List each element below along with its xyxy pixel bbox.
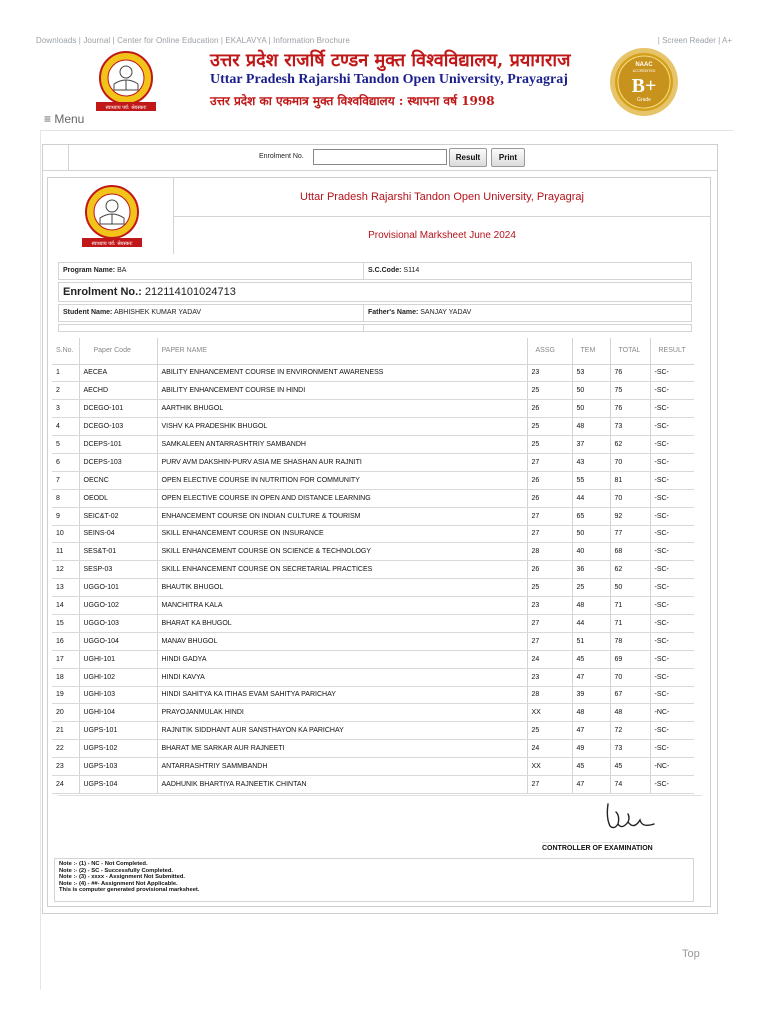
cell-paper-code: UGPS-103 bbox=[79, 758, 157, 776]
cell-tem: 37 bbox=[572, 436, 610, 454]
cell-paper-name: SKILL ENHANCEMENT COURSE ON INSURANCE bbox=[157, 525, 527, 543]
cell-result: -SC- bbox=[650, 543, 694, 561]
sc-code-label: S.C.Code: bbox=[368, 267, 402, 274]
cell-assg: 27 bbox=[527, 507, 572, 525]
cell-total: 68 bbox=[610, 543, 650, 561]
cell-total: 67 bbox=[610, 686, 650, 704]
cell-tem: 47 bbox=[572, 775, 610, 793]
table-row bbox=[52, 632, 694, 650]
cell-paper-name: HINDI GADYA bbox=[157, 650, 527, 668]
cell-tem: 49 bbox=[572, 740, 610, 758]
blank-info-row bbox=[58, 324, 692, 332]
marksheet-header bbox=[48, 178, 710, 254]
table-row bbox=[52, 686, 694, 704]
cell-assg: 26 bbox=[527, 561, 572, 579]
cell-sno: 7 bbox=[52, 471, 79, 489]
cell-sno: 14 bbox=[52, 597, 79, 615]
accessibility-links: | Screen Reader | A+ bbox=[657, 36, 732, 45]
cell-result: -SC- bbox=[650, 525, 694, 543]
table-row bbox=[52, 418, 694, 436]
cell-assg: 27 bbox=[527, 775, 572, 793]
table-row bbox=[52, 579, 694, 597]
cell-paper-name: PURV AVM DAKSHIN-PURV ASIA ME SHASHAN AUR RAJNITI bbox=[157, 453, 527, 471]
cell-result: -SC- bbox=[650, 471, 694, 489]
table-row bbox=[52, 650, 694, 668]
cell-paper-code: SESP-03 bbox=[79, 561, 157, 579]
cell-paper-code: AECEA bbox=[79, 364, 157, 382]
cell-total: 75 bbox=[610, 382, 650, 400]
cell-total: 45 bbox=[610, 758, 650, 776]
cell-tem: 48 bbox=[572, 704, 610, 722]
cell-tem: 50 bbox=[572, 400, 610, 418]
col-paper-code: Paper Code bbox=[79, 338, 157, 364]
marksheet-notes bbox=[54, 858, 694, 902]
table-row bbox=[52, 758, 694, 776]
sc-code-value: S114 bbox=[403, 267, 420, 274]
cell-sno: 22 bbox=[52, 740, 79, 758]
marks-table-header bbox=[52, 338, 694, 364]
cell-tem: 43 bbox=[572, 453, 610, 471]
link-font-increase[interactable]: A+ bbox=[721, 36, 732, 45]
cell-paper-name: MANAV BHUGOL bbox=[157, 632, 527, 650]
table-row bbox=[52, 740, 694, 758]
cell-paper-name: SKILL ENHANCEMENT COURSE ON SECRETARIAL PRACTICES bbox=[157, 561, 527, 579]
cell-total: 73 bbox=[610, 740, 650, 758]
cell-sno: 23 bbox=[52, 758, 79, 776]
link-journal[interactable]: Journal bbox=[83, 36, 111, 45]
col-result: RESULT bbox=[650, 338, 694, 364]
cell-tem: 48 bbox=[572, 597, 610, 615]
cell-sno: 2 bbox=[52, 382, 79, 400]
result-button[interactable]: Result bbox=[449, 148, 487, 167]
note-line: This is computer generated provisional marksheet. bbox=[59, 887, 200, 893]
cell-tem: 44 bbox=[572, 489, 610, 507]
signature-area bbox=[58, 795, 702, 855]
logo-motto: स्वाध्याय पर्व: श्रेयस्करः bbox=[105, 105, 147, 111]
cell-total: 76 bbox=[610, 400, 650, 418]
cell-total: 71 bbox=[610, 614, 650, 632]
marksheet-body bbox=[47, 177, 711, 907]
table-row bbox=[52, 597, 694, 615]
naac-badge-icon bbox=[608, 46, 680, 118]
site-header bbox=[92, 46, 684, 116]
cell-sno: 18 bbox=[52, 668, 79, 686]
cell-total: 70 bbox=[610, 453, 650, 471]
cell-paper-code: AECHD bbox=[79, 382, 157, 400]
table-row bbox=[52, 364, 694, 382]
cell-assg: 23 bbox=[527, 668, 572, 686]
marksheet-logo-cell bbox=[48, 178, 174, 254]
enrolment-number-label: Enrolment No.: bbox=[63, 286, 142, 298]
cell-assg: 25 bbox=[527, 382, 572, 400]
svg-text:स्वाध्याय पर्व: श्रेयस्करः: स्वाध्याय पर्व: श्रेयस्करः bbox=[91, 241, 133, 247]
cell-paper-code: UGGO-101 bbox=[79, 579, 157, 597]
cell-paper-name: SAMKALEEN ANTARRASHTRIY SAMBANDH bbox=[157, 436, 527, 454]
table-row bbox=[52, 400, 694, 418]
cell-tem: 51 bbox=[572, 632, 610, 650]
table-row bbox=[52, 775, 694, 793]
enrolment-label: Enrolment No. bbox=[259, 153, 304, 160]
menu-divider bbox=[40, 130, 733, 131]
cell-sno: 12 bbox=[52, 561, 79, 579]
enrolment-row bbox=[58, 282, 692, 302]
cell-result: -SC- bbox=[650, 614, 694, 632]
cell-paper-name: ABILITY ENHANCEMENT COURSE IN HINDI bbox=[157, 382, 527, 400]
cell-total: 74 bbox=[610, 775, 650, 793]
university-title-hindi: उत्तर प्रदेश राजर्षि टण्डन मुक्त विश्वविद्यालय, प्रयागराज bbox=[210, 50, 571, 71]
note-line: Note :- (1) - NC - Not Completed. bbox=[59, 861, 148, 867]
cell-sno: 9 bbox=[52, 507, 79, 525]
cell-result: -SC- bbox=[650, 632, 694, 650]
table-row bbox=[52, 489, 694, 507]
cell-paper-code: SEIC&T-02 bbox=[79, 507, 157, 525]
cell-result: -SC- bbox=[650, 561, 694, 579]
cell-total: 92 bbox=[610, 507, 650, 525]
cell-sno: 19 bbox=[52, 686, 79, 704]
table-row bbox=[52, 471, 694, 489]
cell-total: 48 bbox=[610, 704, 650, 722]
cell-sno: 17 bbox=[52, 650, 79, 668]
col-paper-name: PAPER NAME bbox=[157, 338, 527, 364]
cell-total: 70 bbox=[610, 489, 650, 507]
cell-assg: 25 bbox=[527, 579, 572, 597]
cell-paper-code: DCEPS-101 bbox=[79, 436, 157, 454]
table-row bbox=[52, 436, 694, 454]
cell-total: 72 bbox=[610, 722, 650, 740]
cell-paper-name: AARTHIK BHUGOL bbox=[157, 400, 527, 418]
cell-sno: 13 bbox=[52, 579, 79, 597]
cell-result: -NC- bbox=[650, 758, 694, 776]
cell-sno: 16 bbox=[52, 632, 79, 650]
cell-result: -SC- bbox=[650, 453, 694, 471]
cell-result: -SC- bbox=[650, 507, 694, 525]
note-line: Note :- (2) - SC - Successfully Completed. bbox=[59, 867, 174, 874]
cell-assg: 26 bbox=[527, 489, 572, 507]
cell-paper-name: ENHANCEMENT COURSE ON INDIAN CULTURE & TOURISM bbox=[157, 507, 527, 525]
link-information-brochure[interactable]: Information Brochure bbox=[273, 36, 350, 45]
cell-tem: 40 bbox=[572, 543, 610, 561]
table-row bbox=[52, 453, 694, 471]
cell-result: -SC- bbox=[650, 722, 694, 740]
menu-toggle-button[interactable]: ≡ Menu bbox=[44, 112, 85, 126]
table-row bbox=[52, 507, 694, 525]
col-assg: ASSG bbox=[527, 338, 572, 364]
cell-total: 78 bbox=[610, 632, 650, 650]
cell-tem: 47 bbox=[572, 722, 610, 740]
cell-total: 70 bbox=[610, 668, 650, 686]
enrolment-search-bar bbox=[43, 145, 717, 171]
marksheet-university-name: Uttar Pradesh Rajarshi Tandon Open University, Prayagraj bbox=[174, 178, 710, 217]
father-name-label: Father's Name: bbox=[368, 309, 419, 316]
cell-tem: 65 bbox=[572, 507, 610, 525]
cell-sno: 10 bbox=[52, 525, 79, 543]
cell-paper-code: UGGO-102 bbox=[79, 597, 157, 615]
marks-table bbox=[52, 338, 694, 794]
cell-total: 50 bbox=[610, 579, 650, 597]
cell-assg: XX bbox=[527, 704, 572, 722]
table-row bbox=[52, 668, 694, 686]
cell-assg: 27 bbox=[527, 525, 572, 543]
cell-tem: 44 bbox=[572, 614, 610, 632]
student-name-value: ABHISHEK KUMAR YADAV bbox=[113, 309, 202, 316]
cell-total: 71 bbox=[610, 597, 650, 615]
cell-paper-name: SKILL ENHANCEMENT COURSE ON SCIENCE & TECHNOLOGY bbox=[157, 543, 527, 561]
cell-paper-code: DCEGO-103 bbox=[79, 418, 157, 436]
cell-paper-name: ABILITY ENHANCEMENT COURSE IN ENVIRONMENT AWARENESS bbox=[157, 364, 527, 382]
cell-assg: 25 bbox=[527, 436, 572, 454]
cell-paper-code: UGHI-103 bbox=[79, 686, 157, 704]
cell-assg: 28 bbox=[527, 686, 572, 704]
col-total: TOTAL bbox=[610, 338, 650, 364]
cell-assg: 25 bbox=[527, 418, 572, 436]
svg-text:ACCREDITED: ACCREDITED bbox=[632, 69, 656, 73]
col-tem: TEM bbox=[572, 338, 610, 364]
cell-result: -SC- bbox=[650, 436, 694, 454]
cell-sno: 20 bbox=[52, 704, 79, 722]
content-left-border bbox=[40, 130, 41, 990]
cell-total: 73 bbox=[610, 418, 650, 436]
controller-of-examination: CONTROLLER OF EXAMINATION bbox=[542, 842, 653, 852]
cell-sno: 4 bbox=[52, 418, 79, 436]
cell-result: -SC- bbox=[650, 668, 694, 686]
note-line: Note :- (4) - ##- Assignment Not Applicable. bbox=[59, 880, 178, 887]
cell-assg: 24 bbox=[527, 740, 572, 758]
cell-assg: 23 bbox=[527, 597, 572, 615]
cell-paper-code: UGGO-103 bbox=[79, 614, 157, 632]
cell-tem: 45 bbox=[572, 650, 610, 668]
cell-result: -SC- bbox=[650, 740, 694, 758]
cell-paper-name: OPEN ELECTIVE COURSE IN NUTRITION FOR COMMUNITY bbox=[157, 471, 527, 489]
cell-paper-name: ANTARRASHTRIY SAMMBANDH bbox=[157, 758, 527, 776]
cell-tem: 53 bbox=[572, 364, 610, 382]
cell-paper-code: DCEPS-103 bbox=[79, 453, 157, 471]
enrolment-number-value: 212114101024713 bbox=[144, 286, 236, 298]
cell-tem: 45 bbox=[572, 758, 610, 776]
svg-text:NAAC: NAAC bbox=[635, 62, 653, 68]
top-utility-links: Downloads | Journal | Center for Online Education | EKALAVYA | Information Brochure bbox=[36, 36, 350, 45]
cell-paper-code: SEINS-04 bbox=[79, 525, 157, 543]
cell-paper-code: UGHI-101 bbox=[79, 650, 157, 668]
cell-paper-name: OPEN ELECTIVE COURSE IN OPEN AND DISTANCE LEARNING bbox=[157, 489, 527, 507]
father-name-value: SANJAY YADAV bbox=[420, 309, 472, 316]
table-row bbox=[52, 722, 694, 740]
cell-result: -SC- bbox=[650, 579, 694, 597]
cell-assg: 23 bbox=[527, 364, 572, 382]
cell-paper-name: HINDI SAHITYA KA ITIHAS EVAM SAHITYA PARICHAY bbox=[157, 686, 527, 704]
cell-tem: 36 bbox=[572, 561, 610, 579]
cell-sno: 5 bbox=[52, 436, 79, 454]
table-row bbox=[52, 543, 694, 561]
cell-assg: 26 bbox=[527, 400, 572, 418]
cell-sno: 24 bbox=[52, 775, 79, 793]
cell-paper-name: VISHV KA PRADESHIK BHUGOL bbox=[157, 418, 527, 436]
cell-tem: 47 bbox=[572, 668, 610, 686]
cell-paper-name: AADHUNIK BHARTIYA RAJNEETIK CHINTAN bbox=[157, 775, 527, 793]
table-row bbox=[52, 614, 694, 632]
program-row bbox=[58, 262, 692, 280]
university-logo[interactable] bbox=[92, 50, 160, 114]
cell-assg: 27 bbox=[527, 614, 572, 632]
svg-text:Grade: Grade bbox=[637, 97, 651, 103]
cell-paper-name: PRAYOJANMULAK HINDI bbox=[157, 704, 527, 722]
cell-sno: 15 bbox=[52, 614, 79, 632]
cell-paper-code: UGGO-104 bbox=[79, 632, 157, 650]
cell-total: 77 bbox=[610, 525, 650, 543]
cell-sno: 3 bbox=[52, 400, 79, 418]
cell-tem: 25 bbox=[572, 579, 610, 597]
col-sno: S.No. bbox=[52, 338, 79, 364]
cell-paper-code: DCEGO-101 bbox=[79, 400, 157, 418]
link-downloads[interactable]: Downloads bbox=[36, 36, 77, 45]
names-row bbox=[58, 304, 692, 322]
cell-paper-code: UGHI-104 bbox=[79, 704, 157, 722]
cell-tem: 48 bbox=[572, 418, 610, 436]
cell-paper-name: BHARAT KA BHUGOL bbox=[157, 614, 527, 632]
table-row bbox=[52, 525, 694, 543]
link-screen-reader[interactable]: Screen Reader bbox=[662, 36, 716, 45]
cell-sno: 11 bbox=[52, 543, 79, 561]
cell-paper-code: SES&T-01 bbox=[79, 543, 157, 561]
cell-paper-code: OECNC bbox=[79, 471, 157, 489]
cell-paper-name: RAJNITIK SIDDHANT AUR SANSTHAYON KA PARICHAY bbox=[157, 722, 527, 740]
marksheet-frame bbox=[42, 144, 718, 914]
cell-result: -SC- bbox=[650, 489, 694, 507]
cell-sno: 21 bbox=[52, 722, 79, 740]
cell-sno: 8 bbox=[52, 489, 79, 507]
table-row bbox=[52, 561, 694, 579]
controller-signature bbox=[600, 800, 656, 834]
cell-result: -SC- bbox=[650, 686, 694, 704]
cell-assg: 27 bbox=[527, 632, 572, 650]
cell-paper-name: BHARAT ME SARKAR AUR RAJNEETI bbox=[157, 740, 527, 758]
enrolment-input[interactable] bbox=[313, 149, 447, 165]
print-button[interactable]: Print bbox=[491, 148, 525, 167]
cell-tem: 39 bbox=[572, 686, 610, 704]
cell-assg: 26 bbox=[527, 471, 572, 489]
cell-paper-code: UGPS-102 bbox=[79, 740, 157, 758]
link-online-education[interactable]: Center for Online Education bbox=[117, 36, 219, 45]
university-tagline-hindi: उत्तर प्रदेश का एकमात्र मुक्त विश्वविद्यालय : स्थापना वर्ष 1998 bbox=[210, 94, 495, 108]
marksheet-title: Provisional Marksheet June 2024 bbox=[368, 230, 516, 241]
back-to-top-link[interactable]: Top bbox=[682, 948, 700, 960]
cell-sno: 1 bbox=[52, 364, 79, 382]
cell-paper-name: HINDI KAVYA bbox=[157, 668, 527, 686]
cell-result: -SC- bbox=[650, 364, 694, 382]
cell-sno: 6 bbox=[52, 453, 79, 471]
cell-total: 76 bbox=[610, 364, 650, 382]
table-row bbox=[52, 382, 694, 400]
cell-assg: XX bbox=[527, 758, 572, 776]
marksheet-university-logo bbox=[78, 182, 146, 250]
search-bar-spacer bbox=[43, 145, 69, 171]
cell-paper-name: BHAUTIK BHUGOL bbox=[157, 579, 527, 597]
cell-total: 62 bbox=[610, 561, 650, 579]
cell-paper-code: OEODL bbox=[79, 489, 157, 507]
note-line: Note :- (3) - xxxx - Assignment Not Submitted. bbox=[59, 874, 186, 880]
program-value: BA bbox=[117, 267, 127, 274]
cell-assg: 27 bbox=[527, 453, 572, 471]
cell-assg: 24 bbox=[527, 650, 572, 668]
cell-result: -NC- bbox=[650, 704, 694, 722]
cell-assg: 28 bbox=[527, 543, 572, 561]
cell-tem: 50 bbox=[572, 525, 610, 543]
cell-result: -SC- bbox=[650, 775, 694, 793]
cell-paper-name: MANCHITRA KALA bbox=[157, 597, 527, 615]
cell-result: -SC- bbox=[650, 418, 694, 436]
cell-total: 81 bbox=[610, 471, 650, 489]
link-ekalavya[interactable]: EKALAVYA bbox=[225, 36, 267, 45]
cell-tem: 50 bbox=[572, 382, 610, 400]
cell-paper-code: UGHI-102 bbox=[79, 668, 157, 686]
cell-result: -SC- bbox=[650, 382, 694, 400]
cell-result: -SC- bbox=[650, 650, 694, 668]
cell-total: 69 bbox=[610, 650, 650, 668]
svg-text:B+: B+ bbox=[631, 75, 657, 97]
cell-paper-code: UGPS-101 bbox=[79, 722, 157, 740]
table-row bbox=[52, 704, 694, 722]
student-name-label: Student Name: bbox=[63, 309, 113, 316]
cell-assg: 25 bbox=[527, 722, 572, 740]
cell-result: -SC- bbox=[650, 400, 694, 418]
program-label: Program Name: bbox=[63, 267, 116, 274]
cell-total: 62 bbox=[610, 436, 650, 454]
university-title-english: Uttar Pradesh Rajarshi Tandon Open University, Prayagraj bbox=[210, 72, 568, 87]
cell-result: -SC- bbox=[650, 597, 694, 615]
cell-tem: 55 bbox=[572, 471, 610, 489]
cell-paper-code: UGPS-104 bbox=[79, 775, 157, 793]
